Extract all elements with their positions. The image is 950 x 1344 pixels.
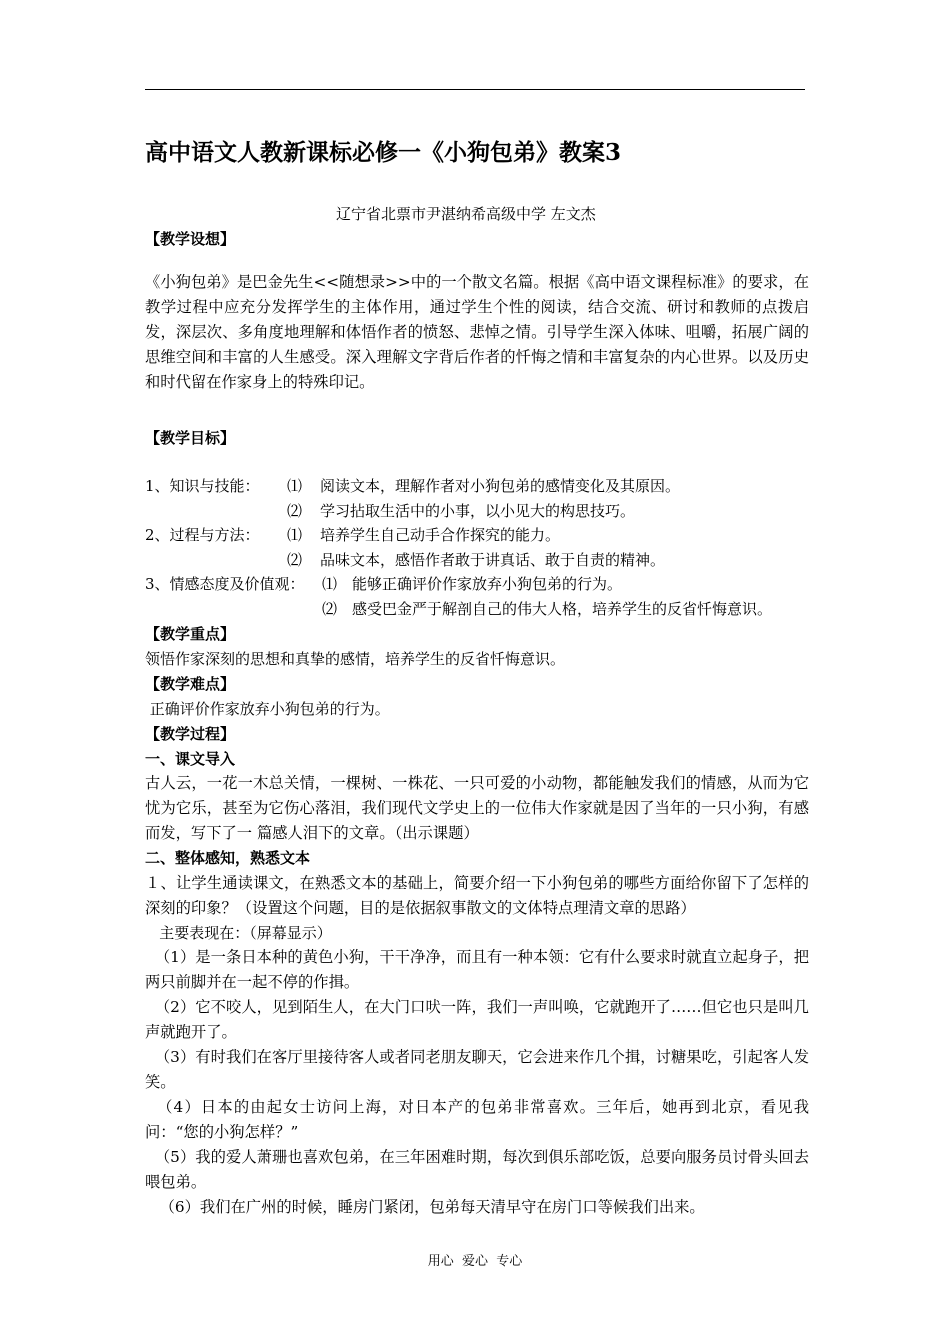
goal3-item2: 感受巴金严于解剖自己的伟大人格，培养学生的反省忏悔意识。 (352, 600, 773, 618)
design-heading: 【教学设想】 (145, 230, 236, 248)
design-paragraph: 《小狗包弟》是巴金先生<<随想录>>中的一个散文名篇。根据《高中语文课程标准》的要求，在教学过程中应充分发挥学生的主体作用，通过学生个性的阅读，结合交流、研讨和教师的点拨启发，深层次、多角度地理解和体悟作者的愤怒、悲悼之情。引导学生深入体味、咀嚼，拓展广阔的思维空间和丰富的人生感受。深入理解文字背后作者的忏悔之情和丰富复杂的内心世界。以及历史和时代留在作家身上的特殊印记。 (145, 273, 809, 391)
goal2-num2: ⑵ (287, 551, 303, 569)
goal2-num1: ⑴ (287, 526, 303, 544)
point-5: （5）我的爱人萧珊也喜欢包弟，在三年困难时期，每次到俱乐部吃饭，总要向服务员讨骨头回去喂包弟。 (145, 1148, 809, 1191)
goal1-item1: 阅读文本，理解作者对小狗包弟的感情变化及其原因。 (320, 477, 681, 495)
goal3-label: 3、情感态度及价值观： (145, 575, 305, 593)
overall-heading: 二、整体感知，熟悉文本 (145, 849, 311, 867)
point-6: （6）我们在广州的时候，睡房门紧闭，包弟每天清早守在房门口等候我们出来。 (145, 1198, 705, 1216)
goal3-num1: ⑴ (322, 575, 338, 593)
overall-question: １、让学生通读课文，在熟悉文本的基础上，简要介绍一下小狗包弟的哪些方面给你留下了怎样的深刻的印象？（设置这个问题，目的是依据叙事散文的文体特点理清文章的思路） (145, 874, 809, 917)
goal1-item2: 学习拈取生活中的小事，以小见大的构思技巧。 (320, 502, 636, 520)
goal1-num2: ⑵ (287, 502, 303, 520)
difficulty-heading: 【教学难点】 (145, 675, 236, 693)
point-2: （2）它不咬人，见到陌生人，在大门口吠一阵，我们一声叫唤，它就跑开了……但它也只是叫几声就跑开了。 (145, 998, 809, 1041)
page-footer: 用心 爱心 专心 (427, 1254, 523, 1269)
goal1-label: 1、知识与技能： (145, 477, 260, 495)
goal2-label: 2、过程与方法： (145, 526, 260, 544)
goals-heading: 【教学目标】 (145, 429, 236, 447)
header-rule (145, 89, 805, 90)
point-3: （3）有时我们在客厅里接待客人或者同老朋友聊天，它会进来作几个揖，讨糖果吃，引起客人发笑。 (145, 1048, 809, 1091)
goal3-item1: 能够正确评价作家放弃小狗包弟的行为。 (352, 575, 623, 593)
difficulty-text: 正确评价作家放弃小狗包弟的行为。 (145, 700, 390, 718)
process-heading: 【教学过程】 (145, 725, 236, 743)
point-4: （4）日本的由起女士访问上海，对日本产的包弟非常喜欢。三年后，她再到北京，看见我问：“您的小狗怎样？” (145, 1098, 809, 1141)
goal3-num2: ⑵ (322, 600, 338, 618)
author-line: 辽宁省北票市尹湛纳希高级中学 左文杰 (336, 205, 596, 223)
intro-heading: 一、课文导入 (145, 750, 236, 768)
intro-paragraph: 古人云，一花一木总关情，一棵树、一株花、一只可爱的小动物，都能触发我们的情感，从而为它忧为它乐，甚至为它伤心落泪，我们现代文学史上的一位伟大作家就是因了当年的一只小狗，有感而发，写下了一 篇感人泪下的文章。（出示课题） (145, 774, 809, 842)
point-1: （1）是一条日本种的黄色小狗，干干净净，而且有一种本领：它有什么要求时就直立起身子，把两只前脚并在一起不停的作揖。 (145, 948, 809, 991)
goal1-num1: ⑴ (287, 477, 303, 495)
overall-show: 主要表现在：（屏幕显示） (145, 924, 332, 942)
document-title: 高中语文人教新课标必修一《小狗包弟》教案3 (145, 139, 622, 166)
goal2-item2: 品味文本，感悟作者敢于讲真话、敢于自责的精神。 (320, 551, 666, 569)
goal2-item1: 培养学生自己动手合作探究的能力。 (320, 526, 561, 544)
key-text: 领悟作家深刻的思想和真挚的感情，培养学生的反省忏悔意识。 (145, 650, 566, 668)
key-heading: 【教学重点】 (145, 625, 236, 643)
